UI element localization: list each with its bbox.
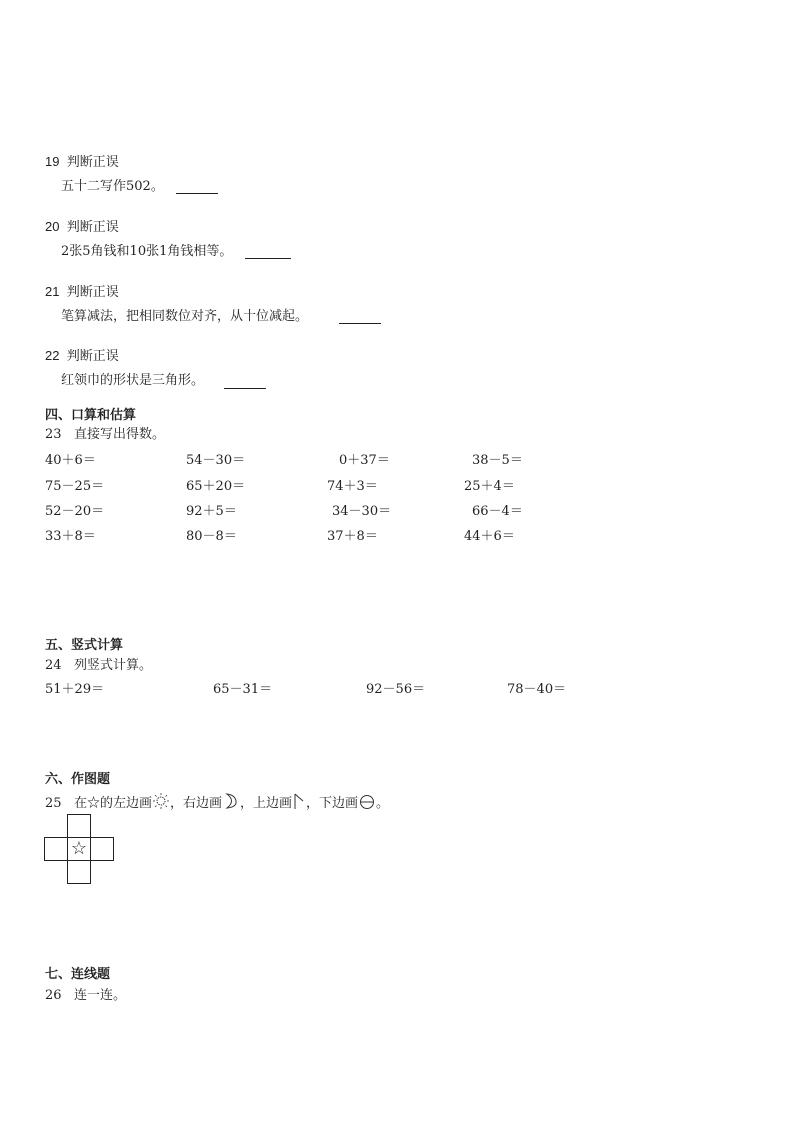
answer-blank-21[interactable] [339,323,381,324]
moon-icon [222,792,240,815]
answer-blank-22[interactable] [224,388,266,389]
vertical-calc-item: 92－56＝ [366,682,426,697]
text-segment: 在☆的左边画 [73,796,152,811]
calc-item: 80－8＝ [186,529,237,544]
text-segment: ，下边画 [306,796,359,811]
calc-item: 52－20＝ [45,504,105,519]
question-20-text: 2张5角钱和10张1角钱相等。 [61,244,233,259]
text-segment: ，右边画 [169,796,222,811]
calc-item: 37＋8＝ [327,529,378,544]
section-5-heading: 五、竖式计算 [45,638,124,653]
question-20-header [45,219,119,235]
text-segment: 。 [376,796,390,811]
calc-item: 25＋4＝ [464,479,515,494]
calc-item: 38－5＝ [472,453,523,468]
calc-item: 75－25＝ [45,479,105,494]
question-25-text [45,792,389,815]
calc-item: 65＋20＝ [186,479,246,494]
question-prompt: 直接写出得数。 [73,427,165,442]
question-number: 23 [45,427,62,442]
section-4-heading: 四、口算和估算 [45,408,137,423]
vertical-calc-item: 78－40＝ [507,682,567,697]
calc-item: 40＋6＝ [45,453,96,468]
question-number: 25 [45,796,62,811]
vertical-calc-item: 51＋29＝ [45,682,105,697]
question-26-header [45,988,126,1004]
circle-with-line-icon [358,792,376,815]
question-19-text: 五十二写作502。 [61,179,164,194]
question-19-header [45,154,119,170]
question-title: 判断正误 [66,348,119,363]
question-21-text: 笔算减法，把相同数位对齐，从十位减起。 [61,309,309,324]
section-7-heading: 七、连线题 [45,967,111,982]
question-number: 19 [45,154,60,169]
text-segment: ，上边画 [239,796,292,811]
calc-item: 33＋8＝ [45,529,96,544]
answer-blank-20[interactable] [245,258,291,259]
question-number: 20 [45,219,60,234]
vertical-calc-item: 65－31＝ [213,682,273,697]
question-number: 26 [45,988,62,1003]
calc-item: 92＋5＝ [186,504,237,519]
question-title: 判断正误 [66,284,119,299]
section-6-heading: 六、作图题 [45,772,111,787]
question-prompt: 列竖式计算。 [73,658,152,673]
question-prompt: 连一连。 [73,988,126,1003]
question-title: 判断正误 [66,154,119,169]
calc-item: 0＋37＝ [339,453,390,468]
calc-item: 66－4＝ [472,504,523,519]
flag-icon [292,792,306,815]
sun-icon [152,792,170,815]
star-icon: ☆ [70,838,88,859]
question-title: 判断正误 [66,219,119,234]
question-24-header [45,658,152,674]
question-22-header [45,348,119,364]
calc-item: 74＋3＝ [327,479,378,494]
calc-item: 34－30＝ [332,504,392,519]
calc-item: 54－30＝ [186,453,246,468]
question-number: 21 [45,284,60,299]
question-number: 22 [45,348,60,363]
calc-item: 44＋6＝ [464,529,515,544]
question-number: 24 [45,658,62,673]
question-21-header [45,284,119,300]
question-22-text: 红领巾的形状是三角形。 [61,373,205,388]
answer-blank-19[interactable] [176,193,218,194]
question-23-header [45,427,165,443]
